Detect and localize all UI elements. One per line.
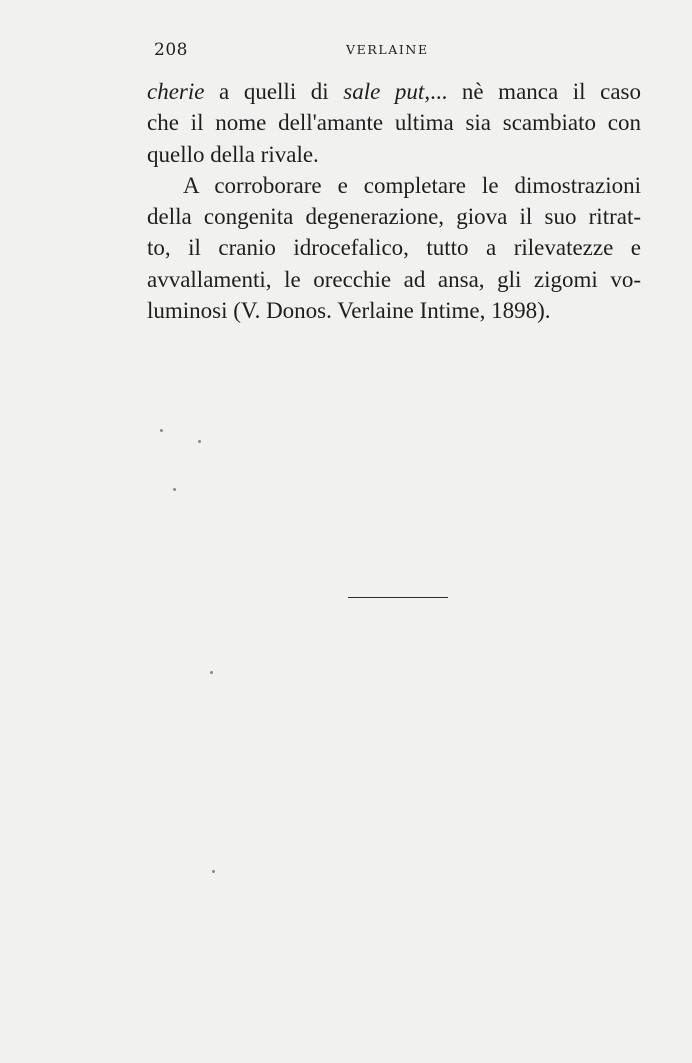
text-line: che il nome dell'amante ultima sia scambiato con — [147, 110, 641, 136]
body-text — [147, 76, 641, 326]
page-header — [0, 34, 692, 64]
paper-speck — [210, 671, 213, 674]
text-line: quello della rivale. — [147, 141, 319, 167]
paper-speck — [173, 488, 176, 491]
paragraph-first-line: A corroborare e completare le dimostrazioni — [183, 172, 641, 198]
text-segment: ,... nè manca il caso — [424, 79, 642, 104]
page-number: 208 — [154, 40, 188, 60]
paper-speck — [160, 429, 163, 432]
paper-speck — [212, 870, 215, 873]
text-line — [147, 76, 641, 107]
italic-word: sale put — [343, 79, 425, 104]
text-line: avvallamenti, le orecchie ad ansa, gli zigomi vo- — [147, 266, 641, 292]
running-title: VERLAINE — [346, 42, 429, 57]
text-line: luminosi (V. Donos. Verlaine Intime, 1898). — [147, 298, 551, 324]
text-segment: a quelli di — [204, 79, 344, 104]
section-end-rule — [348, 597, 448, 598]
text-line: della congenita degenerazione, giova il suo ritrat- — [147, 204, 641, 230]
text-line: to, il cranio idrocefalico, tutto a rilevatezze e — [147, 235, 641, 261]
italic-word: cherie — [147, 79, 205, 104]
paper-speck — [198, 440, 201, 443]
